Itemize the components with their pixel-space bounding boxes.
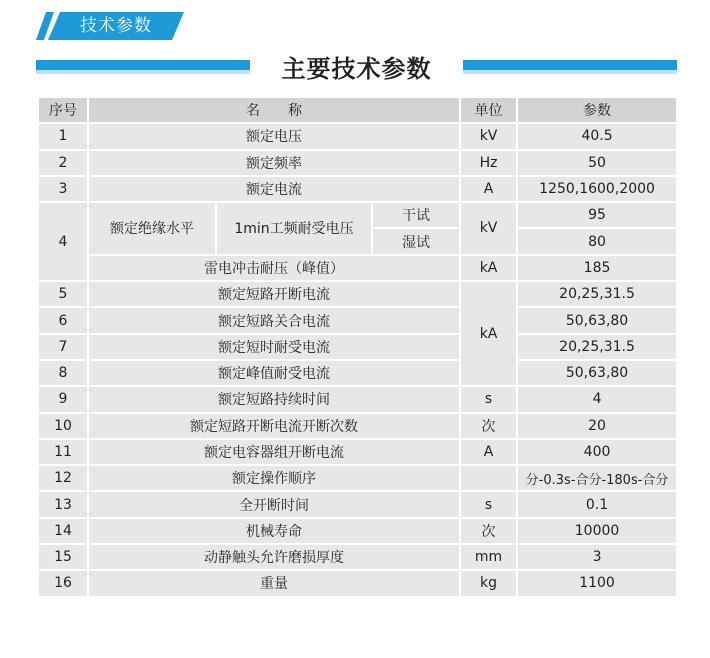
heading-bar-left [36,60,250,70]
row-no: 7 [38,334,88,360]
row-param: 50,63,80 [517,360,677,386]
header-unit: 单位 [460,97,517,123]
row-name: 额定电流 [88,176,460,202]
table-row [38,518,677,544]
insulation-group-label: 额定绝缘水平 [88,202,216,255]
table-row [38,544,677,570]
wet-test-label: 湿试 [372,228,460,254]
table-row [38,176,677,202]
row-name: 额定短路开断电流开断次数 [88,413,460,439]
row-name: 额定短路持续时间 [88,386,460,412]
row-unit: kA [460,281,517,386]
table-row [38,150,677,176]
row-no: 13 [38,491,88,517]
row-name: 额定电压 [88,123,460,149]
row-no: 5 [38,281,88,307]
row-param: 50 [517,150,677,176]
header-no: 序号 [38,97,88,123]
table-row [38,255,677,281]
row-unit: s [460,386,517,412]
row-no: 1 [38,123,88,149]
row-param: 185 [517,255,677,281]
table-row [38,123,677,149]
row-param: 95 [517,202,677,228]
row-no: 8 [38,360,88,386]
spec-table [37,96,678,598]
row-no: 2 [38,150,88,176]
row-param: 20 [517,413,677,439]
row-no: 15 [38,544,88,570]
row-no: 9 [38,386,88,412]
table-row [38,360,677,386]
row-param: 1100 [517,570,677,596]
row-name: 重量 [88,570,460,596]
row-param: 400 [517,439,677,465]
row-unit [460,465,517,491]
row-unit: kA [460,255,517,281]
row-no: 16 [38,570,88,596]
table-row [38,491,677,517]
table-row [38,334,677,360]
row-no: 14 [38,518,88,544]
header-name: 名 称 [88,97,460,123]
row-param: 80 [517,228,677,254]
row-unit: A [460,439,517,465]
row-name: 额定频率 [88,150,460,176]
row-unit: s [460,491,517,517]
row-name: 全开断时间 [88,491,460,517]
row-no: 11 [38,439,88,465]
row-param: 1250,1600,2000 [517,176,677,202]
table-row [38,439,677,465]
row-unit: kV [460,123,517,149]
row-unit: 次 [460,518,517,544]
table-row [38,570,677,596]
section-tag [36,12,184,40]
row-name: 额定短路开断电流 [88,281,460,307]
heading-bar-right [463,60,677,70]
row-unit: kg [460,570,517,596]
row-param: 4 [517,386,677,412]
row-no: 4 [38,202,88,281]
row-param: 40.5 [517,123,677,149]
table-row [38,465,677,491]
row-name: 额定电容器组开断电流 [88,439,460,465]
row-param: 3 [517,544,677,570]
row-name: 额定操作顺序 [88,465,460,491]
table-row [38,413,677,439]
row-name: 额定短路关合电流 [88,307,460,333]
row-unit: Hz [460,150,517,176]
row-no: 10 [38,413,88,439]
row-param: 20,25,31.5 [517,281,677,307]
row-name: 额定短时耐受电流 [88,334,460,360]
power-frequency-label: 1min工频耐受电压 [216,202,372,255]
row-unit: 次 [460,413,517,439]
table-row [38,386,677,412]
row-param: 20,25,31.5 [517,334,677,360]
lightning-impulse-label: 雷电冲击耐压（峰值） [88,255,460,281]
table-header-row [38,97,677,123]
row-no: 12 [38,465,88,491]
row-param: 分-0.3s-合分-180s-合分 [517,465,677,491]
table-row [38,202,677,228]
row-unit: mm [460,544,517,570]
page-title: 主要技术参数 [281,55,432,83]
row-no: 6 [38,307,88,333]
row-param: 50,63,80 [517,307,677,333]
row-no: 3 [38,176,88,202]
row-name: 动静触头允许磨损厚度 [88,544,460,570]
row-param: 0.1 [517,491,677,517]
row-param: 10000 [517,518,677,544]
row-name: 机械寿命 [88,518,460,544]
row-unit: A [460,176,517,202]
section-tag-label: 技术参数 [80,16,152,36]
table-row [38,307,677,333]
header-param: 参数 [517,97,677,123]
table-row [38,281,677,307]
dry-test-label: 干试 [372,202,460,228]
row-unit: kV [460,202,517,255]
row-name: 额定峰值耐受电流 [88,360,460,386]
